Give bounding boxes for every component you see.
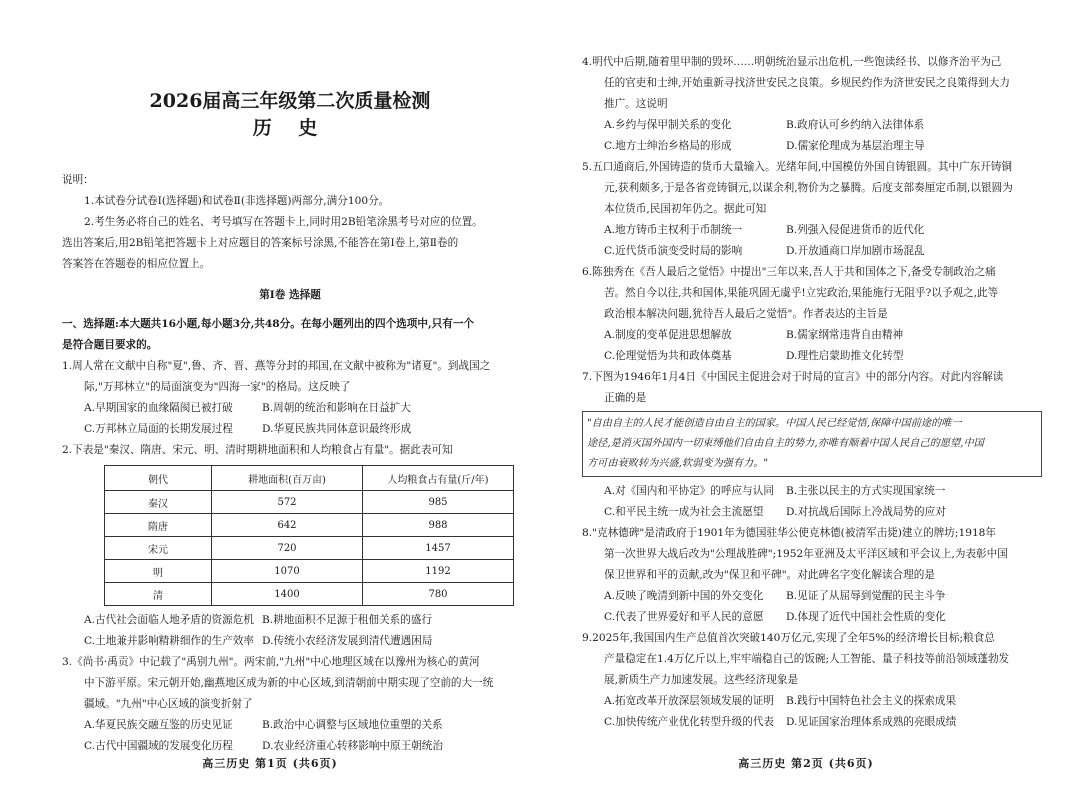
option-d: D.农业经济重心转移影响中原王朝统治	[262, 740, 443, 752]
option-b: B.主张以民主的方式实现国家统一	[786, 485, 946, 497]
table-cell: 1457	[363, 537, 514, 560]
question-stem: 政治根本解决问题,犹待吾人最后之觉悟"。作者表达的主旨是	[604, 308, 888, 320]
table-row	[105, 560, 514, 583]
option-c: C.代表了世界爱好和平人民的意愿	[604, 611, 764, 623]
option-c: C.和平民主统一成为社会主流愿望	[604, 506, 764, 518]
question-stem: 产量稳定在1.4万亿斤以上,牢牢端稳自己的饭碗;人工智能、量子科技等前沿领域蓬勃发	[604, 653, 1010, 665]
option-a: A.拓宽改革开放深层领域发展的证明	[604, 695, 774, 707]
option-b: B.列强入侵促进货币的近代化	[786, 224, 925, 236]
option-a: A.古代社会面临人地矛盾的资源危机	[84, 614, 254, 626]
notes-heading: 说明：	[62, 174, 94, 186]
table-cell: 1400	[212, 583, 363, 606]
option-a: A.对《国内和平协定》的呼应与认同	[604, 485, 774, 497]
section-intro: 是符合题目要求的。	[62, 339, 158, 351]
option-b: B.周朝的统治和影响在日益扩大	[262, 402, 411, 414]
quote-line: 方可由衰败转为兴盛,软弱变为强有力。"	[587, 458, 769, 469]
question-stem: 3.《尚书·禹贡》中记载了"禹别九州"。两宋前,"九州"中心地理区域在以豫州为核心的黄河	[62, 656, 480, 668]
question-stem: 6.陈独秀在《吾人最后之觉悟》中提出"三年以来,吾人于共和国体之下,备受专制政治之痛	[582, 266, 996, 278]
option-b: B.耕地面积不足源于租佃关系的盛行	[262, 614, 433, 626]
notes-line: 2.考生务必将自己的姓名、考号填写在答题卡上,同时用2B铅笔涂黑考号对应的位置。	[84, 216, 483, 228]
exam-title: 2026届高三年级第二次质量检测	[149, 90, 431, 112]
question-stem: 任的官吏和士绅,开始重新寻找济世安民之良策。乡规民约作为济世安民之良策得到大力	[604, 77, 1010, 89]
table-row	[105, 537, 514, 560]
question-stem: 保卫世界和平的贡献,改为"保卫和平碑"。对此碑名字变化解读合理的是	[604, 569, 935, 581]
question-stem: 际,"万邦林立"的局面演变为"四海一家"的格局。这反映了	[84, 381, 351, 393]
table-cell: 明	[105, 560, 212, 583]
option-c: C.加快传统产业优化转型升级的代表	[604, 716, 775, 728]
quote-box	[582, 411, 1042, 477]
option-c: C.古代中国疆域的发展变化历程	[84, 740, 233, 752]
question-stem: 中下游平原。宋元朝开始,幽燕地区成为新的中心区域,到清朝前中期实现了空前的大一统	[84, 677, 494, 689]
option-c: C.地方士绅治乡格局的形成	[604, 140, 732, 152]
question-stem: 5.五口通商后,外国铸造的货币大量输入。光绪年间,中国模仿外国自铸银圆。其中广东开铸铜	[582, 161, 1012, 173]
table-cell: 985	[363, 491, 514, 514]
option-d: D.对抗战后国际上冷战局势的应对	[786, 506, 946, 518]
option-c: C.近代货币演变受时局的影响	[604, 245, 743, 257]
table-header: 朝代	[105, 466, 212, 491]
option-a: A.地方铸币主权利于币制统一	[604, 224, 743, 236]
question-stem: 苦。然自今以往,共和国体,果能巩固无虞乎!立宪政治,果能施行无阻乎?以予观之,此等	[604, 287, 999, 299]
option-a: A.制度的变革促进思想解放	[604, 329, 732, 341]
section-intro: 一、选择题:本大题共16小题,每小题3分,共48分。在每小题列出的四个选项中,只有一个	[62, 318, 475, 330]
table-cell: 宋元	[105, 537, 212, 560]
page-footer: 高三历史 第2页 (共6页)	[738, 757, 874, 770]
question-stem: 第一次世界大战后改为"公理战胜碑";1952年亚洲及太平洋区域和平会议上,为表彰中国	[604, 548, 1008, 560]
option-a: A.乡约与保甲制关系的变化	[604, 119, 732, 131]
table-cell: 720	[212, 537, 363, 560]
option-a: A.华夏民族交融互鉴的历史见证	[84, 719, 233, 731]
option-d: D.儒家伦理成为基层治理主导	[786, 140, 925, 152]
notes-line: 1.本试卷分试卷Ⅰ(选择题)和试卷Ⅱ(非选择题)两部分,满分100分。	[84, 195, 390, 207]
table-cell: 572	[212, 491, 363, 514]
question-stem: 元,获利颇多,于是各省竞铸铜元,以谋余利,物价为之暴腾。后度支部奏厘定币制,以银圆为	[604, 182, 1013, 194]
question-stem: 8."克林德碑"是清政府于1901年为德国驻华公使克林德(被清军击毙)建立的牌坊;1918年	[582, 527, 997, 539]
notes-line: 答案答在答题卷的相应位置上。	[62, 258, 211, 270]
table-row	[105, 491, 514, 514]
question-stem: 推广。这说明	[604, 98, 668, 110]
exam-subject: 历 史	[252, 117, 328, 139]
table-row	[105, 514, 514, 537]
option-d: D.理性启蒙助推文化转型	[786, 350, 904, 362]
table-header: 耕地面积(百万亩)	[212, 466, 363, 491]
option-a: A.早期国家的血缘隔阂已被打破	[84, 402, 233, 414]
table-row	[105, 583, 514, 606]
option-d: D.开放通商口岸加剧市场混乱	[786, 245, 925, 257]
table-cell: 隋唐	[105, 514, 212, 537]
table-cell: 秦汉	[105, 491, 212, 514]
question-stem: 正确的是	[604, 392, 647, 404]
table-cell: 642	[212, 514, 363, 537]
question-stem: 4.明代中后期,随着里甲制的毁坏……明朝统治显示出危机,一些饱读经书、以修齐治平为己	[582, 56, 1002, 68]
table-header: 人均粮食占有量(斤/年)	[363, 466, 514, 491]
question-stem: 2.下表是"秦汉、隋唐、宋元、明、清时期耕地面积和人均粮食占有量"。据此表可知	[62, 444, 453, 456]
option-b: B.儒家纲常违背自由精神	[786, 329, 904, 341]
option-a: A.反映了晚清到新中国的外交变化	[604, 590, 764, 602]
question-stem: 1.周人常在文献中自称"夏",鲁、齐、晋、燕等分封的邦国,在文献中被称为"诸夏"。到战国之	[62, 360, 491, 372]
table-cell: 清	[105, 583, 212, 606]
option-b: B.政府认可乡约纳入法律体系	[786, 119, 925, 131]
option-d: D.体现了近代中国社会性质的变化	[786, 611, 946, 623]
option-c: C.土地兼并影响精耕细作的生产效率	[84, 635, 255, 647]
option-b: B.践行中国特色社会主义的探索成果	[786, 695, 957, 707]
option-b: B.政治中心调整与区域地位重塑的关系	[262, 719, 443, 731]
data-table	[104, 465, 514, 606]
option-d: D.华夏民族共同体意识最终形成	[262, 423, 412, 435]
option-d: D.见证国家治理体系成熟的亮眼成绩	[786, 716, 957, 728]
table-cell: 988	[363, 514, 514, 537]
question-stem: 疆域。"九州"中心区域的演变折射了	[84, 698, 253, 710]
table-cell: 1192	[363, 560, 514, 583]
table-cell: 780	[363, 583, 514, 606]
question-stem: 9.2025年,我国国内生产总值首次突破140万亿元,实现了全年5%的经济增长目标;粮食总	[582, 632, 995, 644]
question-stem: 展,新质生产力加速发展。这些经济现象是	[604, 674, 799, 686]
option-b: B.见证了从屈辱到觉醒的民主斗争	[786, 590, 946, 602]
table-cell: 1070	[212, 560, 363, 583]
option-d: D.传统小农经济发展到清代遭遇困局	[262, 635, 433, 647]
question-stem: 7.下图为1946年1月4日《中国民主促进会对于时局的宣言》中的部分内容。对此内容解读	[582, 371, 1004, 383]
page-footer: 高三历史 第1页 (共6页)	[202, 757, 338, 770]
question-stem: 本位货币,民国初年仍之。据此可知	[604, 203, 767, 215]
quote-line: "自由自主的人民才能创造自由自主的国家。中国人民已经觉悟,保障中国前途的唯一	[587, 418, 962, 429]
page-right	[540, 0, 1072, 801]
notes-line: 选出答案后,用2B铅笔把答题卡上对应题目的答案标号涂黑,不能答在第Ⅰ卷上,第Ⅱ卷的	[62, 237, 459, 249]
option-c: C.万邦林立局面的长期发展过程	[84, 423, 233, 435]
quote-line: 途径,是消灭国外国内一切束缚他们自由自主的势力,亦唯有顺着中国人民自己的愿望,中国	[587, 438, 984, 449]
section-title: 第Ⅰ卷 选择题	[259, 289, 321, 301]
option-c: C.伦理觉悟为共和政体奠基	[604, 350, 732, 362]
